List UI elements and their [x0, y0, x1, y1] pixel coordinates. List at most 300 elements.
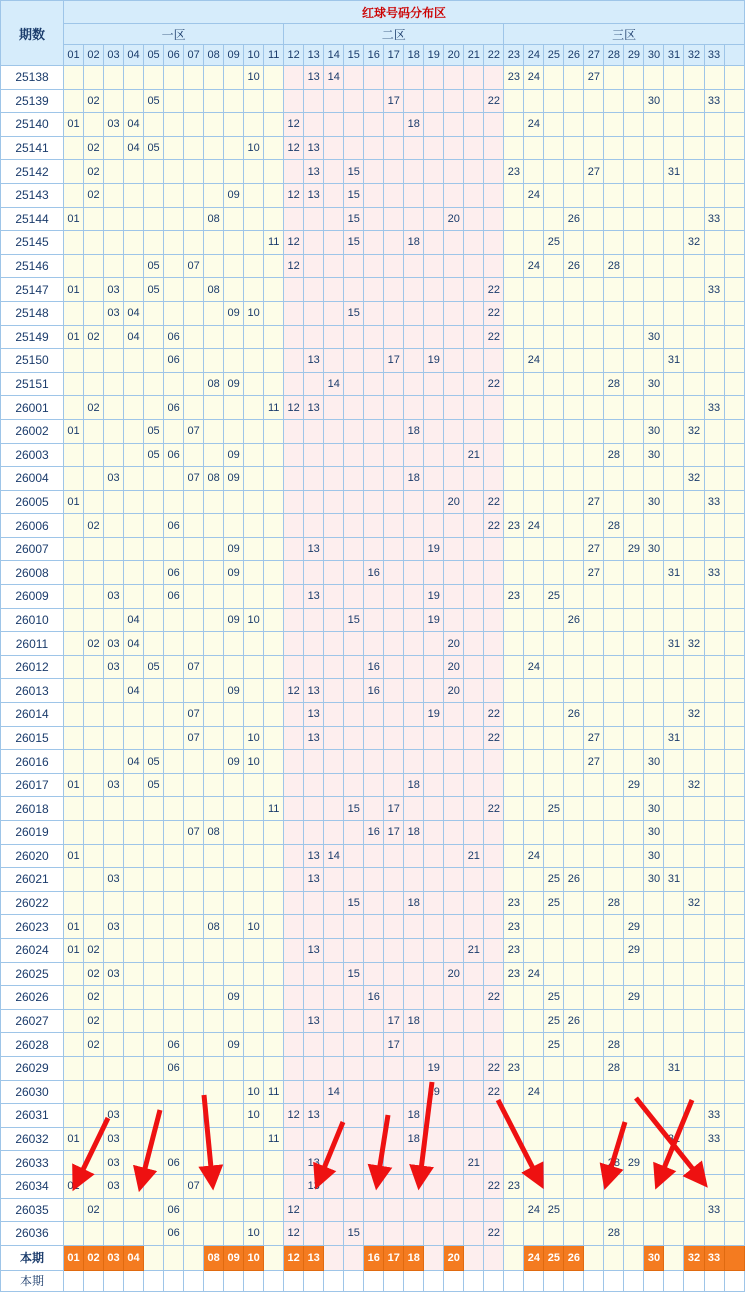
ball-cell-33: [704, 938, 724, 962]
ball-cell-15: [344, 561, 364, 585]
ball-cell-23: [504, 231, 524, 255]
ball-cell-15: [344, 750, 364, 774]
ball-cell-08: [204, 1222, 224, 1246]
ball-cell-overflow: [724, 1056, 744, 1080]
ball-cell-23: [504, 349, 524, 373]
ball-cell-14: [324, 703, 344, 727]
table-row[interactable]: [1, 585, 745, 609]
ball-cell-18: [404, 561, 424, 585]
ball-cell-10: [244, 183, 264, 207]
next-ball-cell-22: [484, 1270, 504, 1291]
table-row[interactable]: [1, 372, 745, 396]
table-row[interactable]: [1, 962, 745, 986]
table-row[interactable]: [1, 207, 745, 231]
ball-cell-04: 04: [124, 750, 144, 774]
ball-cell-27: [584, 419, 604, 443]
ball-cell-29: [624, 254, 644, 278]
current-ball-cell-12: 12: [284, 1245, 304, 1270]
ball-cell-03: [104, 938, 124, 962]
ball-cell-24: [524, 207, 544, 231]
ball-cell-24: 24: [524, 113, 544, 137]
ball-cell-22: [484, 1151, 504, 1175]
ball-cell-01: 01: [64, 844, 84, 868]
ball-cell-08: [204, 1009, 224, 1033]
ball-cell-07: [184, 136, 204, 160]
ball-cell-27: 27: [584, 537, 604, 561]
table-row[interactable]: [1, 891, 745, 915]
ball-cell-18: 18: [404, 773, 424, 797]
table-row[interactable]: [1, 89, 745, 113]
ball-cell-21: [464, 183, 484, 207]
ball-cell-08: [204, 537, 224, 561]
current-ball-cell-11: [264, 1245, 284, 1270]
ball-cell-02: [84, 750, 104, 774]
ball-cell-01: 01: [64, 490, 84, 514]
table-row[interactable]: [1, 1056, 745, 1080]
ball-cell-18: [404, 160, 424, 184]
ball-cell-12: [284, 207, 304, 231]
table-row[interactable]: [1, 419, 745, 443]
ball-cell-02: [84, 537, 104, 561]
ball-cell-17: [384, 1174, 404, 1198]
ball-cell-12: [284, 89, 304, 113]
ball-cell-33: [704, 467, 724, 491]
ball-cell-16: [364, 797, 384, 821]
table-row[interactable]: [1, 160, 745, 184]
ball-cell-07: [184, 537, 204, 561]
ball-cell-22: [484, 962, 504, 986]
ball-cell-24: [524, 325, 544, 349]
ball-cell-01: [64, 537, 84, 561]
table-row[interactable]: [1, 750, 745, 774]
ball-cell-15: 15: [344, 207, 364, 231]
ball-cell-25: 25: [544, 231, 564, 255]
ball-cell-21: [464, 514, 484, 538]
ball-cell-08: [204, 514, 224, 538]
ball-cell-04: 04: [124, 325, 144, 349]
ball-cell-02: [84, 1174, 104, 1198]
table-row[interactable]: [1, 467, 745, 491]
ball-cell-03: 03: [104, 1104, 124, 1128]
ball-cell-27: [584, 1033, 604, 1057]
ball-cell-11: [264, 750, 284, 774]
table-head: [1, 1, 745, 66]
ball-cell-21: [464, 254, 484, 278]
ball-cell-14: [324, 561, 344, 585]
table-row[interactable]: [1, 821, 745, 845]
ball-cell-15: [344, 1174, 364, 1198]
ball-cell-25: [544, 278, 564, 302]
ball-cell-06: [164, 1009, 184, 1033]
ball-cell-17: [384, 183, 404, 207]
ball-cell-30: [644, 1198, 664, 1222]
table-row[interactable]: [1, 679, 745, 703]
ball-cell-30: 30: [644, 490, 664, 514]
ball-cell-24: [524, 986, 544, 1010]
zone-header-2: 二区: [284, 24, 504, 45]
ball-cell-33: 33: [704, 1104, 724, 1128]
ball-cell-12: 12: [284, 231, 304, 255]
ball-cell-13: [304, 254, 324, 278]
table-row[interactable]: [1, 66, 745, 90]
ball-cell-13: 13: [304, 703, 324, 727]
table-row[interactable]: [1, 726, 745, 750]
ball-cell-20: [444, 726, 464, 750]
ball-cell-25: [544, 561, 564, 585]
ball-cell-14: [324, 207, 344, 231]
ball-cell-01: [64, 1033, 84, 1057]
ball-cell-30: [644, 915, 664, 939]
ball-cell-03: [104, 537, 124, 561]
ball-cell-10: [244, 655, 264, 679]
ball-cell-23: [504, 537, 524, 561]
ball-cell-14: [324, 1056, 344, 1080]
table-row[interactable]: [1, 136, 745, 160]
ball-cell-23: [504, 655, 524, 679]
ball-cell-30: [644, 1151, 664, 1175]
table-row[interactable]: [1, 1127, 745, 1151]
table-row[interactable]: [1, 490, 745, 514]
table-row[interactable]: [1, 938, 745, 962]
ball-cell-09: [224, 231, 244, 255]
ball-cell-26: [564, 750, 584, 774]
ball-cell-09: [224, 655, 244, 679]
ball-cell-32: [684, 868, 704, 892]
ball-cell-15: [344, 89, 364, 113]
ball-cell-32: 32: [684, 419, 704, 443]
ball-cell-12: [284, 1033, 304, 1057]
ball-cell-05: [144, 325, 164, 349]
ball-cell-32: [684, 938, 704, 962]
ball-cell-15: 15: [344, 160, 364, 184]
ball-cell-12: [284, 821, 304, 845]
table-row[interactable]: [1, 514, 745, 538]
ball-cell-28: [604, 349, 624, 373]
ball-cell-11: [264, 1174, 284, 1198]
ball-cell-08: [204, 136, 224, 160]
ball-cell-23: [504, 1222, 524, 1246]
ball-cell-16: [364, 938, 384, 962]
ball-cell-08: [204, 349, 224, 373]
ball-cell-18: [404, 325, 424, 349]
ball-cell-02: 02: [84, 1009, 104, 1033]
next-ball-cell-25: [544, 1270, 564, 1291]
current-ball-cell-08: 08: [204, 1245, 224, 1270]
ball-cell-26: [564, 821, 584, 845]
period-cell: 25138: [1, 66, 64, 90]
period-cell: 26017: [1, 773, 64, 797]
next-ball-cell-24: [524, 1270, 544, 1291]
ball-cell-19: [424, 231, 444, 255]
ball-cell-18: [404, 608, 424, 632]
ball-cell-26: [564, 1033, 584, 1057]
ball-cell-17: [384, 561, 404, 585]
ball-cell-32: 32: [684, 891, 704, 915]
ball-cell-02: [84, 1222, 104, 1246]
table-row[interactable]: [1, 1009, 745, 1033]
ball-cell-32: [684, 844, 704, 868]
ball-cell-08: [204, 632, 224, 656]
table-row[interactable]: [1, 797, 745, 821]
ball-cell-16: [364, 1009, 384, 1033]
ball-cell-21: [464, 136, 484, 160]
ball-cell-33: [704, 419, 724, 443]
ball-cell-overflow: [724, 1174, 744, 1198]
ball-cell-09: [224, 938, 244, 962]
table-row[interactable]: [1, 1104, 745, 1128]
ball-cell-23: [504, 1127, 524, 1151]
ball-cell-overflow: [724, 585, 744, 609]
ball-cell-07: [184, 561, 204, 585]
ball-cell-31: [664, 585, 684, 609]
ball-cell-13: 13: [304, 1104, 324, 1128]
ball-cell-overflow: [724, 938, 744, 962]
ball-cell-33: [704, 349, 724, 373]
ball-cell-17: [384, 66, 404, 90]
ball-cell-16: [364, 1056, 384, 1080]
ball-cell-24: [524, 467, 544, 491]
ball-cell-07: [184, 325, 204, 349]
ball-cell-30: [644, 1009, 664, 1033]
ball-cell-32: [684, 1151, 704, 1175]
ball-cell-01: [64, 467, 84, 491]
ball-cell-31: [664, 419, 684, 443]
ball-cell-09: [224, 1127, 244, 1151]
table-row[interactable]: [1, 1174, 745, 1198]
ball-cell-29: [624, 1033, 644, 1057]
table-row[interactable]: [1, 915, 745, 939]
ball-cell-11: [264, 821, 284, 845]
column-header-23: 23: [504, 45, 524, 66]
column-header-10: 10: [244, 45, 264, 66]
ball-cell-20: [444, 938, 464, 962]
ball-cell-33: [704, 254, 724, 278]
next-ball-cell-28: [604, 1270, 624, 1291]
ball-cell-23: [504, 372, 524, 396]
ball-cell-33: [704, 844, 724, 868]
ball-cell-24: [524, 915, 544, 939]
ball-cell-10: [244, 396, 264, 420]
table-row[interactable]: [1, 183, 745, 207]
table-row[interactable]: [1, 703, 745, 727]
table-row[interactable]: [1, 632, 745, 656]
ball-cell-02: 02: [84, 632, 104, 656]
ball-cell-01: [64, 750, 84, 774]
table-row[interactable]: [1, 1080, 745, 1104]
table-row[interactable]: [1, 1222, 745, 1246]
ball-cell-08: 08: [204, 372, 224, 396]
next-period-label: 本期: [1, 1270, 64, 1291]
table-row[interactable]: [1, 1151, 745, 1175]
ball-cell-22: 22: [484, 1174, 504, 1198]
ball-cell-04: [124, 821, 144, 845]
ball-cell-33: [704, 679, 724, 703]
next-ball-cell-23: [504, 1270, 524, 1291]
ball-cell-13: 13: [304, 537, 324, 561]
ball-cell-14: [324, 773, 344, 797]
ball-cell-04: [124, 278, 144, 302]
ball-cell-12: [284, 868, 304, 892]
ball-cell-07: 07: [184, 655, 204, 679]
ball-cell-22: [484, 1127, 504, 1151]
table-row[interactable]: [1, 561, 745, 585]
ball-cell-23: [504, 490, 524, 514]
ball-cell-12: [284, 443, 304, 467]
table-row[interactable]: [1, 1033, 745, 1057]
ball-cell-overflow: [724, 113, 744, 137]
ball-cell-01: 01: [64, 278, 84, 302]
next-ball-cell-31: [664, 1270, 684, 1291]
column-header-26: 26: [564, 45, 584, 66]
ball-cell-overflow: [724, 278, 744, 302]
ball-cell-32: [684, 1222, 704, 1246]
table-row[interactable]: [1, 844, 745, 868]
ball-cell-27: [584, 797, 604, 821]
ball-cell-10: [244, 891, 264, 915]
ball-cell-19: 19: [424, 608, 444, 632]
ball-cell-26: [564, 938, 584, 962]
ball-cell-27: 27: [584, 561, 604, 585]
ball-cell-13: 13: [304, 844, 324, 868]
ball-cell-overflow: [724, 655, 744, 679]
ball-cell-03: [104, 986, 124, 1010]
ball-cell-28: 28: [604, 372, 624, 396]
ball-cell-19: [424, 443, 444, 467]
table-row[interactable]: [1, 301, 745, 325]
table-row[interactable]: [1, 231, 745, 255]
ball-cell-26: [564, 136, 584, 160]
ball-cell-33: 33: [704, 89, 724, 113]
ball-cell-22: [484, 207, 504, 231]
ball-cell-03: [104, 66, 124, 90]
ball-cell-13: 13: [304, 726, 324, 750]
ball-cell-30: [644, 938, 664, 962]
ball-cell-19: [424, 514, 444, 538]
ball-cell-05: [144, 1151, 164, 1175]
ball-cell-27: [584, 1127, 604, 1151]
period-cell: 26028: [1, 1033, 64, 1057]
ball-cell-08: [204, 1033, 224, 1057]
ball-cell-32: [684, 1104, 704, 1128]
ball-cell-14: [324, 136, 344, 160]
ball-cell-26: [564, 113, 584, 137]
ball-cell-32: [684, 561, 704, 585]
next-ball-cell-27: [584, 1270, 604, 1291]
ball-cell-30: 30: [644, 821, 664, 845]
ball-cell-12: 12: [284, 1104, 304, 1128]
table-row[interactable]: [1, 254, 745, 278]
table-row[interactable]: [1, 773, 745, 797]
ball-cell-19: [424, 1198, 444, 1222]
ball-cell-26: [564, 183, 584, 207]
current-period-label: 本期: [1, 1245, 64, 1270]
table-row[interactable]: [1, 537, 745, 561]
ball-cell-26: [564, 1127, 584, 1151]
ball-cell-17: [384, 113, 404, 137]
ball-cell-33: 33: [704, 1198, 724, 1222]
ball-cell-27: [584, 1009, 604, 1033]
ball-cell-27: [584, 207, 604, 231]
ball-cell-32: [684, 797, 704, 821]
table-row[interactable]: [1, 349, 745, 373]
table-row[interactable]: [1, 396, 745, 420]
ball-cell-15: [344, 632, 364, 656]
ball-cell-30: [644, 301, 664, 325]
ball-cell-05: [144, 561, 164, 585]
ball-cell-12: [284, 1009, 304, 1033]
ball-cell-06: [164, 915, 184, 939]
table-row[interactable]: [1, 1198, 745, 1222]
current-ball-cell-05: [144, 1245, 164, 1270]
ball-cell-07: 07: [184, 821, 204, 845]
ball-cell-32: [684, 207, 704, 231]
ball-cell-10: [244, 1151, 264, 1175]
ball-cell-17: [384, 1127, 404, 1151]
ball-cell-23: [504, 632, 524, 656]
ball-cell-15: [344, 349, 364, 373]
ball-cell-30: [644, 962, 664, 986]
table-row[interactable]: [1, 655, 745, 679]
next-ball-cell-33: [704, 1270, 724, 1291]
table-row[interactable]: [1, 986, 745, 1010]
ball-cell-14: [324, 254, 344, 278]
table-row[interactable]: [1, 278, 745, 302]
ball-cell-04: [124, 1033, 144, 1057]
ball-cell-16: [364, 89, 384, 113]
ball-cell-11: [264, 938, 284, 962]
ball-cell-03: 03: [104, 1127, 124, 1151]
ball-cell-06: [164, 608, 184, 632]
table-row[interactable]: [1, 608, 745, 632]
ball-cell-21: [464, 608, 484, 632]
ball-cell-01: [64, 89, 84, 113]
ball-cell-03: [104, 1080, 124, 1104]
table-row[interactable]: [1, 113, 745, 137]
table-row[interactable]: [1, 443, 745, 467]
ball-cell-09: [224, 514, 244, 538]
ball-cell-05: 05: [144, 278, 164, 302]
table-row[interactable]: [1, 868, 745, 892]
ball-cell-13: [304, 1127, 324, 1151]
ball-cell-32: [684, 372, 704, 396]
ball-cell-09: 09: [224, 608, 244, 632]
current-ball-cell-03: 03: [104, 1245, 124, 1270]
ball-cell-31: [664, 938, 684, 962]
ball-cell-33: 33: [704, 1127, 724, 1151]
ball-cell-14: [324, 726, 344, 750]
ball-cell-13: [304, 962, 324, 986]
ball-cell-07: [184, 797, 204, 821]
ball-cell-08: [204, 443, 224, 467]
ball-cell-07: [184, 1080, 204, 1104]
ball-cell-09: [224, 797, 244, 821]
ball-cell-26: [564, 1104, 584, 1128]
ball-cell-32: [684, 585, 704, 609]
ball-cell-04: [124, 1174, 144, 1198]
ball-cell-21: [464, 207, 484, 231]
ball-cell-28: [604, 821, 624, 845]
table-row[interactable]: [1, 325, 745, 349]
ball-cell-13: [304, 490, 324, 514]
ball-cell-14: [324, 962, 344, 986]
ball-cell-17: [384, 891, 404, 915]
ball-cell-overflow: [724, 821, 744, 845]
ball-cell-24: [524, 632, 544, 656]
ball-cell-12: [284, 986, 304, 1010]
ball-cell-16: [364, 419, 384, 443]
ball-cell-19: [424, 66, 444, 90]
ball-cell-24: [524, 821, 544, 845]
